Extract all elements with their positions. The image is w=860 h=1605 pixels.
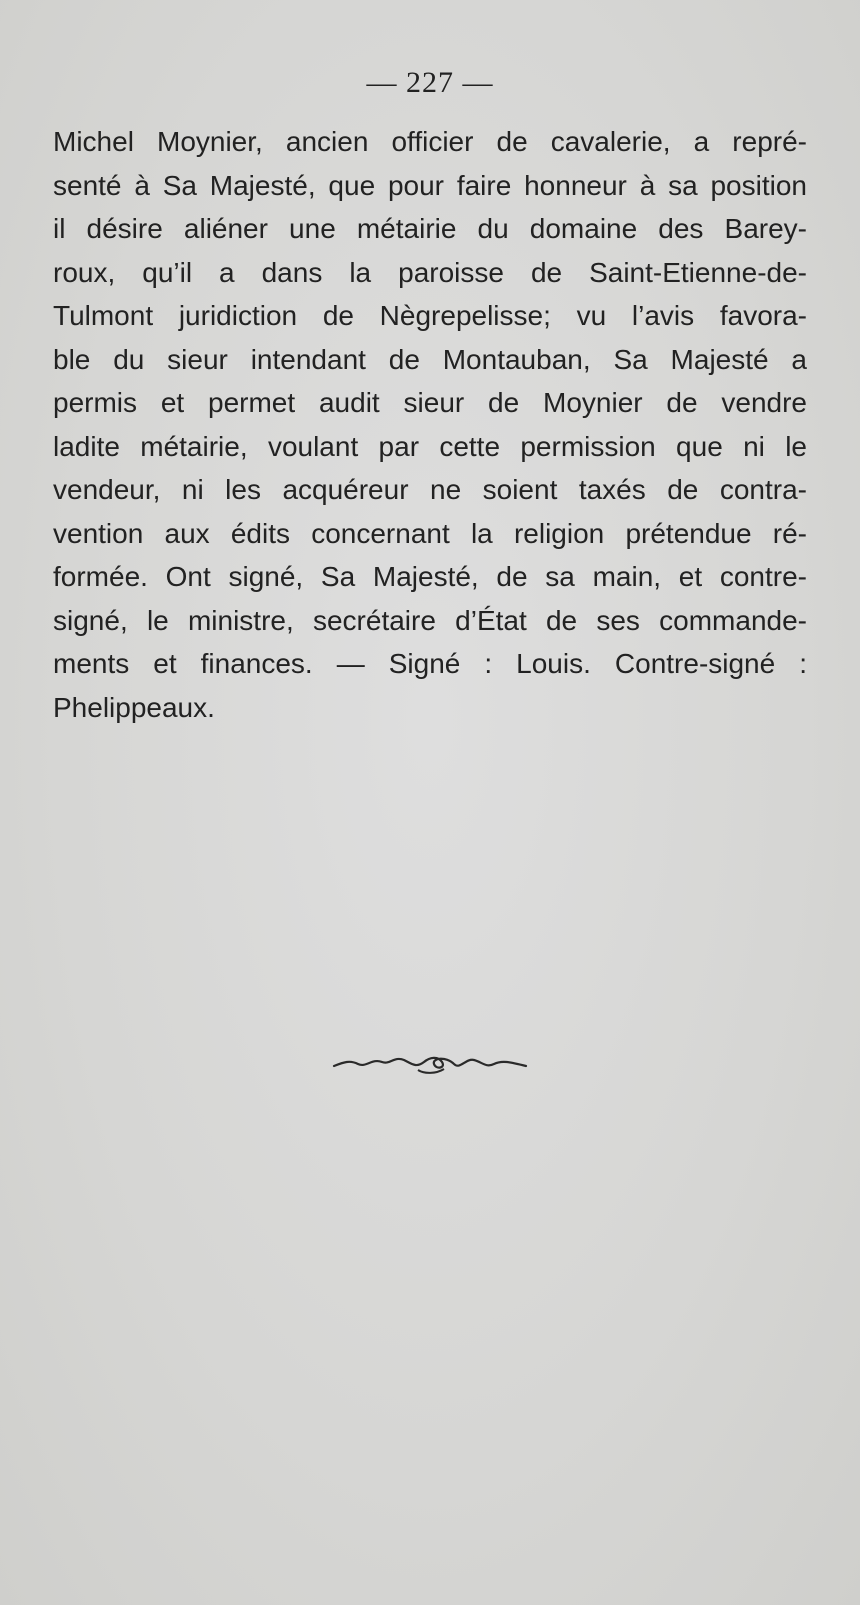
page-number: — 227 —	[366, 66, 494, 99]
text-line: vendeur, ni les acquéreur ne soient taxés de contra-	[53, 474, 807, 505]
text-line: senté à Sa Majesté, que pour faire honneur à sa position	[53, 169, 807, 201]
text-line: il désire aliéner une métairie du domaine des Barey-	[53, 213, 807, 244]
text-line: permis et permet audit sieur de Moynier de vendre	[53, 387, 807, 418]
text-line: formée. Ont signé, Sa Majesté, de sa main, et contre-	[53, 561, 807, 592]
text-line: roux, qu’il a dans la paroisse de Saint-Etienne-de-	[53, 256, 807, 288]
text-line: ble du sieur intendant de Montauban, Sa Majesté a	[53, 343, 807, 375]
text-line: Phelippeaux.	[53, 691, 215, 723]
text-line: signé, le ministre, secrétaire d’État de ses commande-	[53, 604, 807, 636]
text-line: vention aux édits concernant la religion prétendue ré-	[53, 517, 807, 549]
wavy-flourish-ornament-icon	[332, 1052, 528, 1076]
text-line: Michel Moynier, ancien officier de cavalerie, a repré-	[53, 126, 807, 157]
text-line: ladite métairie, voulant par cette permission que ni le	[53, 430, 807, 462]
text-line: Tulmont juridiction de Nègrepelisse; vu l’avis favora-	[53, 300, 807, 331]
body-paragraph	[53, 120, 807, 729]
text-line: ments et finances. — Signé : Louis. Contre-signé :	[53, 648, 807, 679]
